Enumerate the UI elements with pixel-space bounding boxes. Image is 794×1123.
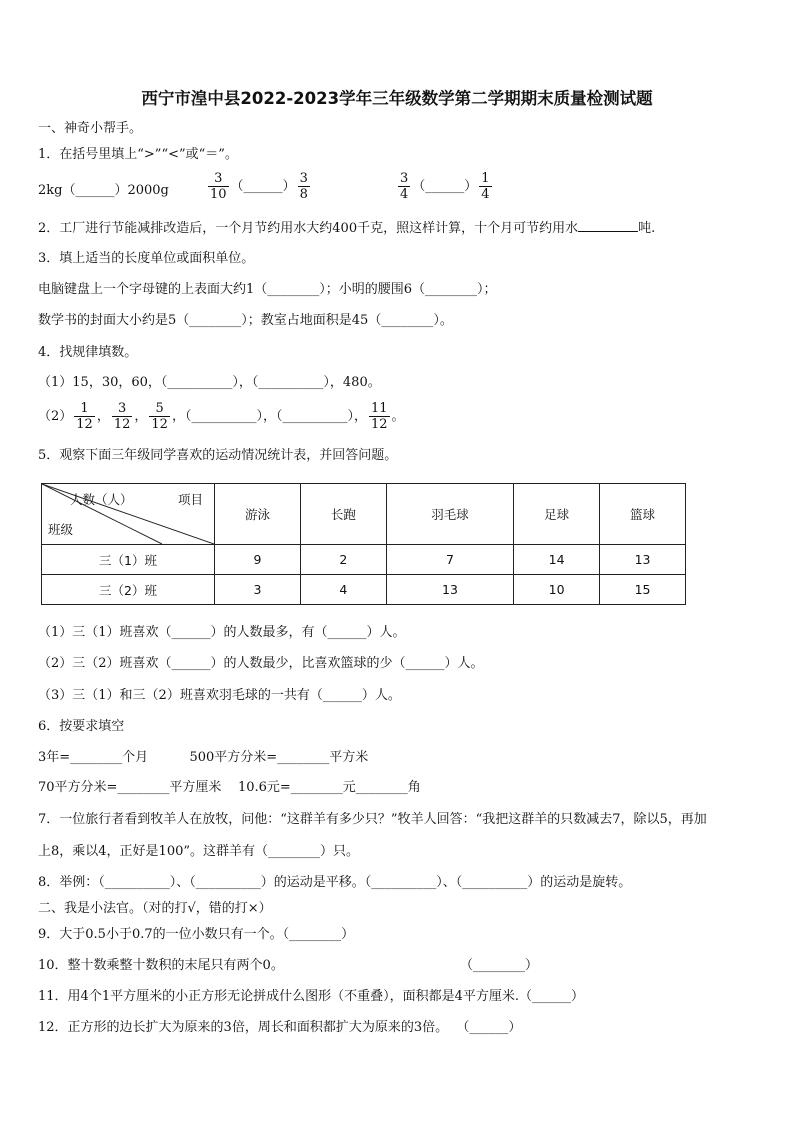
table-row: [42, 575, 686, 605]
fraction: $\frac{3}{10}$: [210, 171, 227, 202]
page-title: 西宁市湟中县2022-2023学年三年级数学第二学期期末质量检测试题: [141, 89, 653, 108]
row-label: 三（2）班: [42, 575, 215, 605]
answer-blank[interactable]: [578, 218, 638, 232]
fraction: $\frac{1}{12}$: [76, 401, 93, 432]
question-7-line-1: 7．一位旅行者看到牧羊人在放牧，问他：“这群羊有多少只？”牧羊人回答：“我把这群羊的只数减去7，除以5，再加: [38, 812, 707, 827]
table-cell: 15: [600, 575, 686, 605]
question-3-text: 3．填上适当的长度单位或面积单位。: [38, 251, 255, 266]
question-4-line-2: （2） $\frac{1}{12}$ ， $\frac{3}{12}$ ， $\frac{5}{12}$ ，（__________），（__________）， $\frac{11}{12}$ 。: [38, 401, 405, 432]
question-5-sub-2: （2）三（2）班喜欢（______）的人数最少，比喜欢篮球的少（______）人。: [38, 656, 484, 671]
question-10-text: 10．整十数乘整十数积的末尾只有两个0。: [38, 958, 284, 973]
question-6-line-2: 70平方分米=________平方厘米 10.6元=________元________角: [38, 780, 421, 795]
header-item: 项目: [178, 492, 204, 507]
diagonal-header-cell: [42, 484, 215, 545]
question-3-line-1: 电脑键盘上一个字母键的上表面大约1（________）；小明的腰围6（________）；: [38, 282, 497, 297]
question-7-line-2: 上8，乘以4，正好是100”。这群羊有（________）只。: [38, 844, 360, 859]
fraction: $\frac{3}{4}$: [400, 171, 409, 202]
question-3-line-2: 数学书的封面大小约是5（________）；教室占地面积是45（________）。: [38, 313, 453, 328]
q1-compare-fractions-2: $\frac{3}{4}$ （______） $\frac{1}{4}$: [400, 171, 490, 202]
question-5-sub-1: （1）三（1）班喜欢（______）的人数最多，有（______）人。: [38, 625, 406, 640]
sports-stats-table: [41, 483, 686, 605]
fraction: $\frac{3}{8}$: [299, 171, 308, 202]
table-cell: 14: [514, 545, 600, 575]
question-10-answer[interactable]: （________）: [460, 958, 539, 973]
row-label: 三（1）班: [42, 545, 215, 575]
question-5-sub-3: （3）三（1）和三（2）班喜欢羽毛球的一共有（______）人。: [38, 688, 401, 703]
q1-compare-kg: 2kg（______）2000g: [38, 183, 169, 198]
fraction: $\frac{5}{12}$: [151, 401, 168, 432]
table-cell: 10: [514, 575, 600, 605]
column-header: 足球: [514, 484, 600, 545]
table-cell: 2: [300, 545, 386, 575]
column-header: 长跑: [300, 484, 386, 545]
table-cell: 13: [386, 575, 513, 605]
table-cell: 3: [215, 575, 301, 605]
column-header: 篮球: [600, 484, 686, 545]
question-9-text: 9．大于0.5小于0.7的一位小数只有一个。（________）: [38, 927, 355, 942]
fraction: $\frac{1}{4}$: [481, 171, 490, 202]
table-cell: 9: [215, 545, 301, 575]
question-2-text: 2．工厂进行节能减排改造后，一个月节约用水大约400千克，照这样计算，十个月可节约用水 吨.: [38, 218, 655, 238]
fraction: $\frac{11}{12}$: [370, 401, 388, 432]
question-12-text: 12．正方形的边长扩大为原来的3倍，周长和面积都扩大为原来的3倍。 （______）: [38, 1020, 522, 1035]
table-cell: 13: [600, 545, 686, 575]
column-header: 游泳: [215, 484, 301, 545]
question-4-text: 4．找规律填数。: [38, 345, 138, 360]
question-8-text: 8．举例：（__________）、（__________）的运动是平移。（__________）、（__________）的运动是旋转。: [38, 875, 632, 890]
header-class: 班级: [48, 522, 74, 537]
column-header: 羽毛球: [386, 484, 513, 545]
section-heading-2: 二、我是小法官。（对的打√，错的打×）: [38, 901, 272, 916]
q1-compare-fractions-1: $\frac{3}{10}$ （______） $\frac{3}{8}$: [210, 171, 308, 202]
header-people: 人数（人）: [70, 492, 133, 507]
table-cell: 4: [300, 575, 386, 605]
question-6-line-1: 3年=________个月 500平方分米=________平方米: [38, 750, 369, 765]
question-11-text: 11．用4个1平方厘米的小正方形无论拼成什么图形（不重叠），面积都是4平方厘米.（______）: [38, 989, 584, 1004]
table-row: [42, 545, 686, 575]
table-cell: 7: [386, 545, 513, 575]
question-4-line-1: （1）15，30，60，（__________），（__________），480。: [38, 375, 381, 390]
question-6-text: 6．按要求填空: [38, 719, 125, 734]
question-1-text: 1．在括号里填上“>”“<”或“＝”。: [38, 147, 238, 162]
fraction: $\frac{3}{12}$: [113, 401, 131, 432]
table-header-row: [42, 484, 686, 545]
question-5-text: 5．观察下面三年级同学喜欢的运动情况统计表，并回答问题。: [38, 448, 398, 463]
section-heading-1: 一、神奇小帮手。: [38, 121, 143, 136]
